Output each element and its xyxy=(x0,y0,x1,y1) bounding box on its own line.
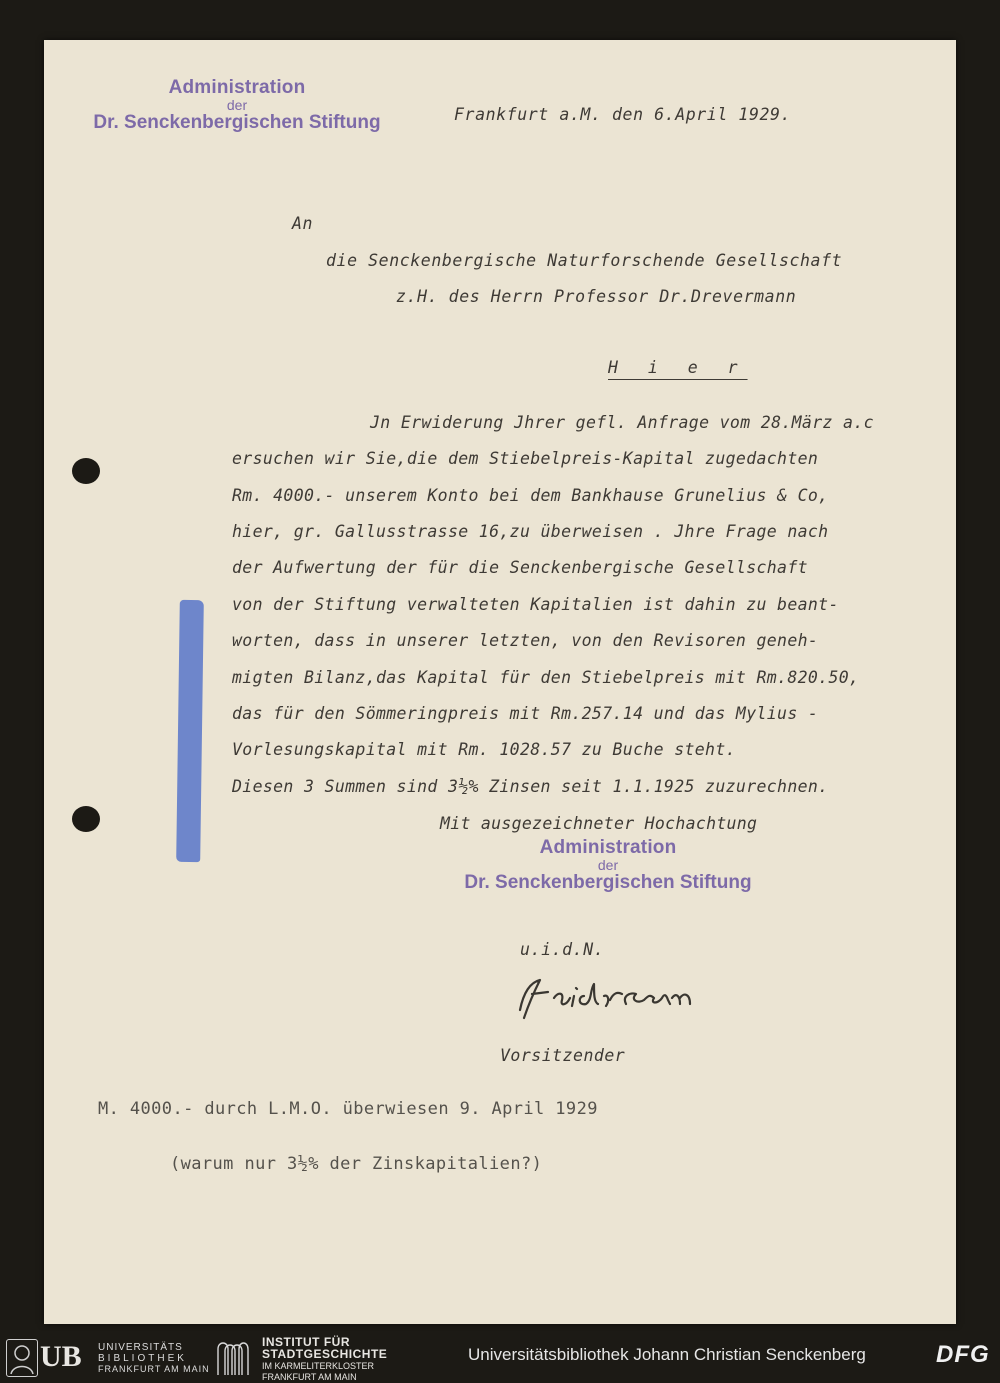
ub-line2: BIBLIOTHEK xyxy=(98,1353,187,1364)
signatory-role: Vorsitzender xyxy=(500,1046,626,1065)
closing-stamp-line2: der xyxy=(597,856,619,873)
body-line: Diesen 3 Summen sind 3½% Zinsen seit 1.1.1925 zuzurechnen. xyxy=(232,777,829,796)
body-line: Vorlesungskapital mit Rm. 1028.57 zu Buche steht. xyxy=(232,740,736,759)
isg-logo-text xyxy=(262,1337,387,1383)
handwritten-note-question: (warum nur 3½% der Zinskapitalien?) xyxy=(170,1154,543,1174)
isg-line2: STADTGESCHICHTE xyxy=(262,1347,388,1361)
body-line: der Aufwertung der für die Senckenbergische Gesellschaft xyxy=(232,558,808,577)
monastery-arch-icon xyxy=(214,1337,250,1375)
recipient-line1: die Senckenbergische Naturforschende Gesellschaft xyxy=(326,251,843,270)
closing: Mit ausgezeichneter Hochachtung xyxy=(440,814,758,833)
dfg-logo: DFG xyxy=(936,1341,990,1368)
isg-line1: INSTITUT FÜR xyxy=(262,1335,350,1349)
header-stamp-line2: der xyxy=(226,96,248,113)
footer-bar xyxy=(0,1331,1000,1380)
body-line: migten Bilanz,das Kapital für den Stiebelpreis mit Rm.820.50, xyxy=(232,668,860,687)
body-line: Jn Erwiderung Jhrer gefl. Anfrage vom 28.März a.c xyxy=(370,413,874,432)
closing-stamp xyxy=(454,838,762,893)
closing-stamp-line3: Dr. Senckenbergischen Stiftung xyxy=(464,871,752,893)
place-date: Frankfurt a.M. den 6.April 1929. xyxy=(454,105,792,124)
senckenberg-portrait-icon xyxy=(6,1339,38,1377)
body-line: das für den Sömmeringpreis mit Rm.257.14 und das Mylius - xyxy=(232,704,819,723)
ub-logo-text xyxy=(98,1342,210,1375)
body-line: ersuchen wir Sie,die dem Stiebelpreis-Kapital zugedachten xyxy=(232,449,819,468)
body-line: Rm. 4000.- unserem Konto bei dem Bankhause Grunelius & Co, xyxy=(232,486,829,505)
punch-hole-bottom xyxy=(72,806,100,832)
handwritten-signature xyxy=(514,970,714,1030)
ub-logo-abbr: UB xyxy=(40,1340,82,1373)
body-line: hier, gr. Gallusstrasse 16,zu überweisen . Jhre Frage nach xyxy=(232,522,829,541)
ub-line3: FRANKFURT AM MAIN xyxy=(98,1364,210,1374)
handwritten-note-transfer: M. 4000.- durch L.M.O. überwiesen 9. April 1929 xyxy=(98,1099,598,1119)
recipient-line2: z.H. des Herrn Professor Dr.Drevermann xyxy=(396,287,797,306)
body-line: von der Stiftung verwalteten Kapitalien ist dahin zu beant- xyxy=(232,595,839,614)
recipient-to: An xyxy=(292,214,314,233)
blue-pencil-mark xyxy=(176,600,204,862)
body-line: worten, dass in unserer letzten, von den Revisoren geneh- xyxy=(232,631,819,650)
closing-stamp-line1: Administration xyxy=(539,837,677,858)
header-stamp-line1: Administration xyxy=(168,77,306,98)
punch-hole-top xyxy=(72,458,100,484)
header-stamp-line3: Dr. Senckenbergischen Stiftung xyxy=(93,111,381,133)
library-name: Universitätsbibliothek Johann Christian Senckenberg xyxy=(468,1345,866,1364)
recipient-location: H i e r xyxy=(608,358,748,377)
header-stamp xyxy=(84,78,390,133)
uidn: u.i.d.N. xyxy=(520,940,605,959)
isg-line3: IM KARMELITERKLOSTER xyxy=(262,1361,375,1371)
isg-line4: FRANKFURT AM MAIN xyxy=(262,1372,357,1382)
ub-line1: UNIVERSITÄTS xyxy=(98,1342,183,1353)
